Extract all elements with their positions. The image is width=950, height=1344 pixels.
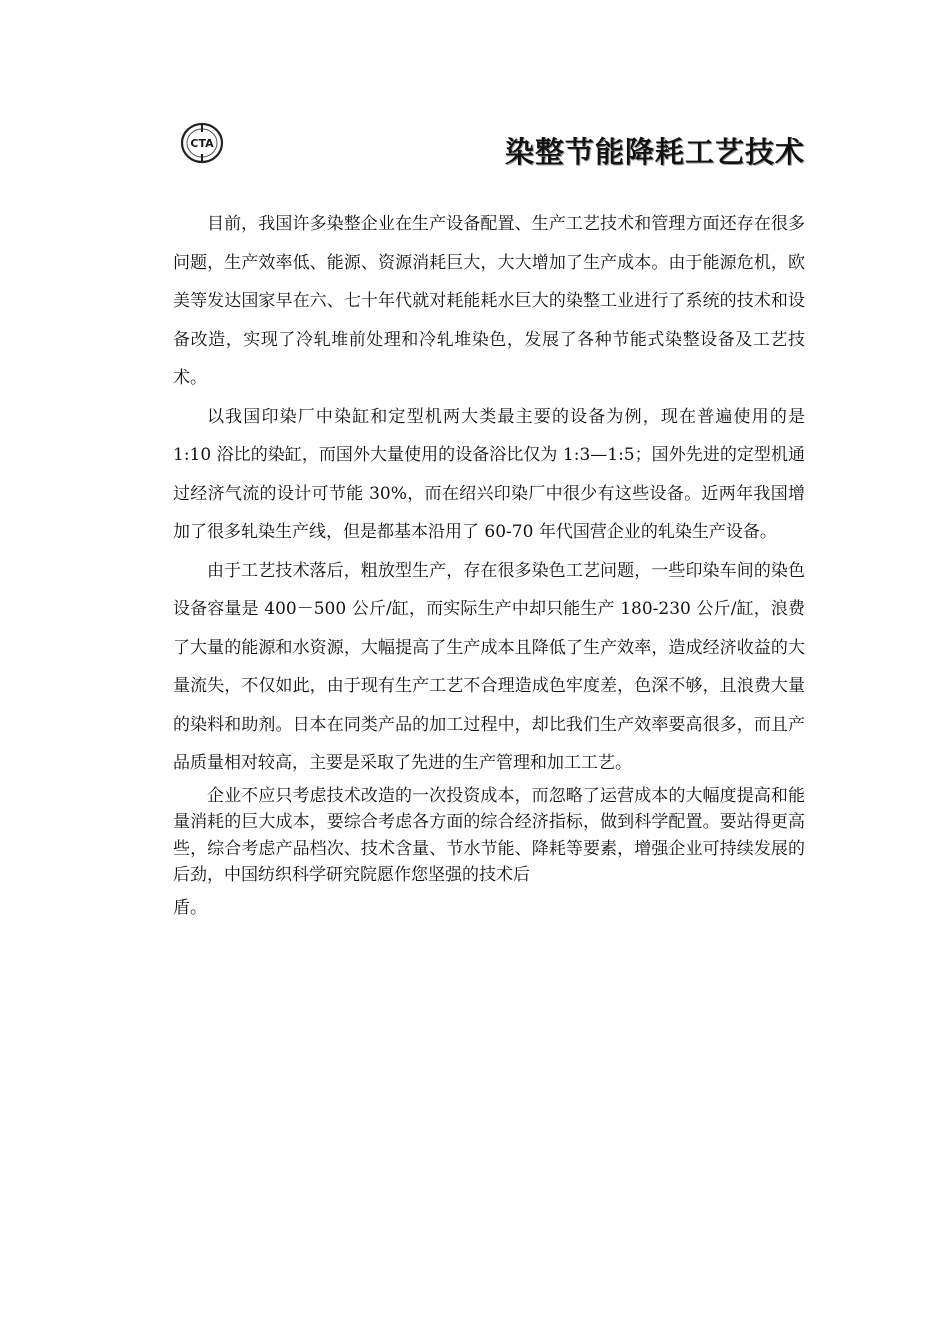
- page-title: 染整节能降耗工艺技术: [504, 135, 805, 169]
- paragraph-3: 由于工艺技术落后，粗放型生产，存在很多染色工艺问题，一些印染车间的染色设备容量是 400－500 公斤/缸，而实际生产中却只能生产 180-230 公斤/缸，浪费了大量的能源和水资源，大幅提高了生产成本且降低了生产效率，造成经济收益的大量流失，不仅如此，由于现有生产工艺不合理造成色牢度差，色深不够，且浪费大量的染料和助剂。日本在同类产品的加工过程中，却比我们生产效率要高很多，而且产品质量相对较高，主要是采取了先进的生产管理和加工工艺。: [173, 560, 805, 773]
- paragraph-4: 企业不应只考虑技术改造的一次投资成本，而忽略了运营成本的大幅度提高和能量消耗的巨大成本，要综合考虑各方面的综合经济指标，做到科学配置。要站得更高些，综合考虑产品档次、技术含量、节水节能、降耗等要素，增强企业可持续发展的后劲，中国纺织科学研究院愿作您坚强的技术后: [173, 785, 805, 885]
- paragraph-2: 以我国印染厂中染缸和定型机两大类最主要的设备为例，现在普遍使用的是 1:10 浴比的染缸，而国外大量使用的设备浴比仅为 1:3—1:5；国外先进的定型机通过经济气流的设计可节能 30%，而在绍兴印染厂中很少有这些设备。近两年我国增加了很多轧染生产线，但是都基本沿用了 60-70 年代国营企业的轧染生产设备。: [173, 406, 805, 542]
- article-body: [173, 205, 805, 921]
- cta-logo-icon: [178, 120, 226, 166]
- paragraph-1: 目前，我国许多染整企业在生产设备配置、生产工艺技术和管理方面还存在很多问题，生产效率低、能源、资源消耗巨大，大大增加了生产成本。由于能源危机，欧美等发达国家早在六、七十年代就对耗能耗水巨大的染整工业进行了系统的技术和设备改造，实现了冷轧堆前处理和冷轧堆染色，发展了各种节能式染整设备及工艺技术。: [173, 214, 805, 388]
- paragraph-4-tail: 盾。: [173, 897, 207, 918]
- cta-logo: [178, 120, 226, 166]
- svg-text:CTA: CTA: [190, 137, 214, 150]
